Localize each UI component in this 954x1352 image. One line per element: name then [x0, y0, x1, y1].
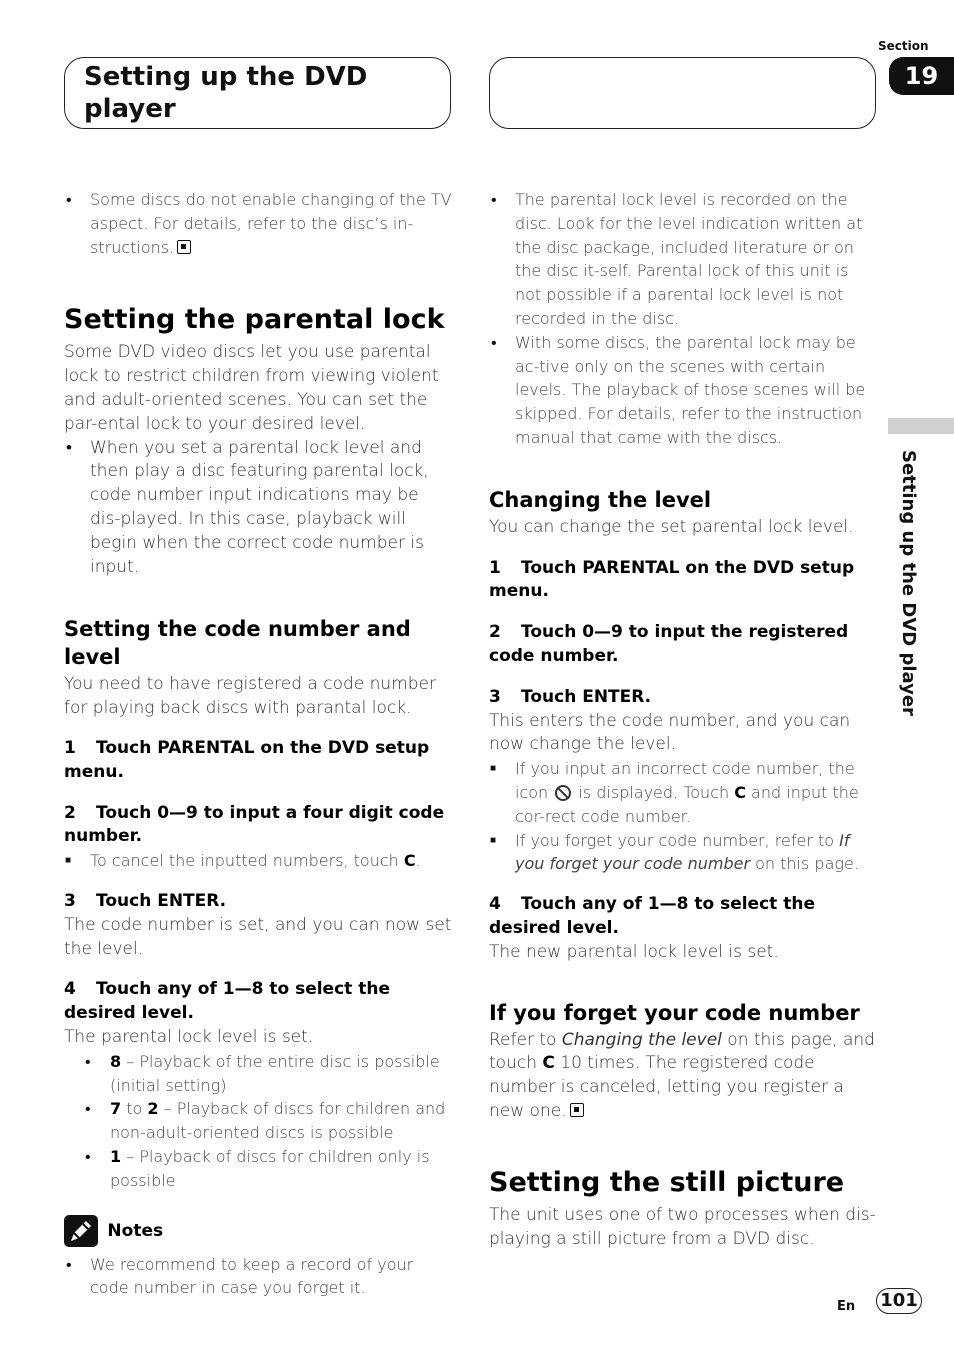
right-column [489, 188, 877, 1251]
step-text: Touch ENTER. [96, 890, 227, 911]
level-text: – Playback of the entire disc is possible (initial setting) [110, 1051, 440, 1095]
end-mark-icon [570, 1103, 584, 1117]
forget-text-mid: on this page, and touch [489, 1029, 875, 1074]
step-text: Touch any of 1—8 to select the desired level. [489, 894, 815, 938]
left-step-3 [64, 890, 452, 914]
note-text: To cancel the inputted numbers, touch [90, 851, 404, 871]
level-7-2-item [64, 1097, 452, 1145]
intro-bullet-text: Some discs do not enable changing of the TV aspect. For details, refer to the disc’s in-structions. [90, 190, 452, 257]
page-number: 101 [876, 1288, 922, 1314]
header-title: Setting up the DVD player [84, 62, 368, 124]
step-number: 2 [489, 622, 501, 643]
left-step-3-text: The code number is set, and you can now set the level. [64, 914, 452, 959]
right-step-3-text: This enters the code number, and you can now change the level. [489, 710, 851, 755]
right-step-2 [489, 621, 877, 669]
intro-bullet [64, 188, 452, 259]
cross-reference: Changing the level [561, 1029, 722, 1050]
level-1-item [64, 1145, 452, 1193]
side-section-label: Setting up the DVD player [898, 450, 919, 716]
right-step-4-text: The new parental lock level is set. [489, 941, 779, 962]
note-text: If you forget your code number, refer to [515, 830, 840, 850]
right-note-1 [489, 757, 877, 828]
step-text: Touch ENTER. [521, 686, 652, 707]
level-text: – Playback of discs for children only is possible [110, 1146, 430, 1190]
notes-pencil-icon [64, 1215, 98, 1247]
right-bullet-1: • The parental lock level is recorded on the disc. Look for the level indication written at the disc package, included literature or on the disc it-self. Parental lock of this unit is not possible if a parental lock level is not recorded in the disc. [489, 188, 877, 331]
forget-paragraph [489, 1029, 877, 1124]
note-text-end: . [415, 851, 421, 871]
notes-title: Notes [107, 1220, 164, 1241]
level-key: 7 [110, 1099, 122, 1119]
step-number: 4 [64, 979, 76, 1000]
heading-still-picture: Setting the still picture [489, 1166, 845, 1198]
level-key: 2 [147, 1099, 159, 1119]
forget-text: Refer to [489, 1029, 562, 1050]
change-intro: You can change the set parental lock level. [489, 516, 854, 537]
section-label: Section [878, 39, 929, 53]
note-text: If you input an incorrect code number, the icon [515, 759, 855, 802]
left-step-2-note [64, 849, 452, 873]
side-tab-bar [888, 418, 954, 434]
level-key: 8 [110, 1051, 122, 1071]
end-mark-icon [177, 240, 191, 254]
right-step-1 [489, 557, 877, 605]
cross-reference: If you forget your code number [515, 830, 850, 874]
level-to: to [121, 1099, 148, 1119]
step-text: Touch PARENTAL on the DVD setup menu. [64, 737, 430, 782]
step-number: 4 [489, 894, 501, 915]
note-text-end: on this page. [750, 854, 859, 874]
step-number: 3 [64, 890, 76, 911]
left-step-4 [64, 978, 452, 1026]
code-intro: You need to have registered a code number for playing back discs with parantal lock. [64, 674, 436, 719]
section-number-tab: 19 [889, 57, 954, 95]
note-text-mid: is displayed. Touch [573, 782, 735, 802]
notes-header [64, 1215, 452, 1247]
note-text-end: and input the cor-rect code number. [515, 782, 859, 826]
left-column [64, 188, 452, 1300]
heading-code-number: Setting the code number and level [64, 617, 411, 670]
header-empty-box [489, 57, 876, 129]
level-key: 1 [110, 1146, 122, 1166]
step-text: Touch 0—9 to input the registered code number. [489, 622, 849, 666]
notes-bullet: • We recommend to keep a record of your code number in case you forget it. [64, 1253, 452, 1301]
right-note-2 [489, 829, 877, 877]
left-step-2 [64, 802, 452, 850]
step-number: 3 [489, 686, 501, 707]
step-number: 2 [64, 802, 76, 823]
key-c: C [542, 1053, 555, 1074]
heading-parental-lock: Setting the parental lock [64, 304, 445, 336]
heading-forget-code: If you forget your code number [489, 1000, 860, 1025]
heading-changing-level: Changing the level [489, 487, 712, 512]
right-step-4 [489, 893, 877, 941]
key-c: C [734, 782, 746, 802]
step-number: 1 [489, 557, 501, 578]
step-text: Touch PARENTAL on the DVD setup menu. [489, 557, 855, 602]
left-step-1 [64, 737, 452, 785]
still-intro: The unit uses one of two processes when dis-playing a still picture from a DVD disc. [489, 1204, 876, 1249]
level-text: – Playback of discs for children and non-adult-oriented discs is possible [110, 1099, 446, 1143]
level-8-item [64, 1050, 452, 1098]
parental-intro: Some DVD video discs let you use parental lock to restrict children from viewing violent and adult-oriented scenes. You can set the par-ental lock to your desired level. [64, 342, 439, 434]
left-step-4-text: The parental lock level is set. [64, 1026, 314, 1047]
step-text: Touch 0—9 to input a four digit code number. [64, 802, 445, 847]
prohibited-icon [555, 785, 571, 801]
right-bullet-2: • With some discs, the parental lock may be ac-tive only on the scenes with certain levels. The playback of those scenes will be skipped. For details, refer to the instruction manual that came with the discs. [489, 331, 877, 450]
key-c: C [403, 851, 416, 871]
footer-lang: En [837, 1299, 856, 1314]
right-step-3 [489, 686, 877, 710]
step-text: Touch any of 1—8 to select the desired level. [64, 979, 390, 1024]
forget-text-end: 10 times. The registered code number is canceled, letting you register a new one. [489, 1053, 844, 1121]
step-number: 1 [64, 737, 76, 758]
parental-bullet: • When you set a parental lock level and then play a disc featuring parental lock, code number input indications may be dis-played. In this case, playback will begin when the correct code number is input. [64, 437, 452, 580]
